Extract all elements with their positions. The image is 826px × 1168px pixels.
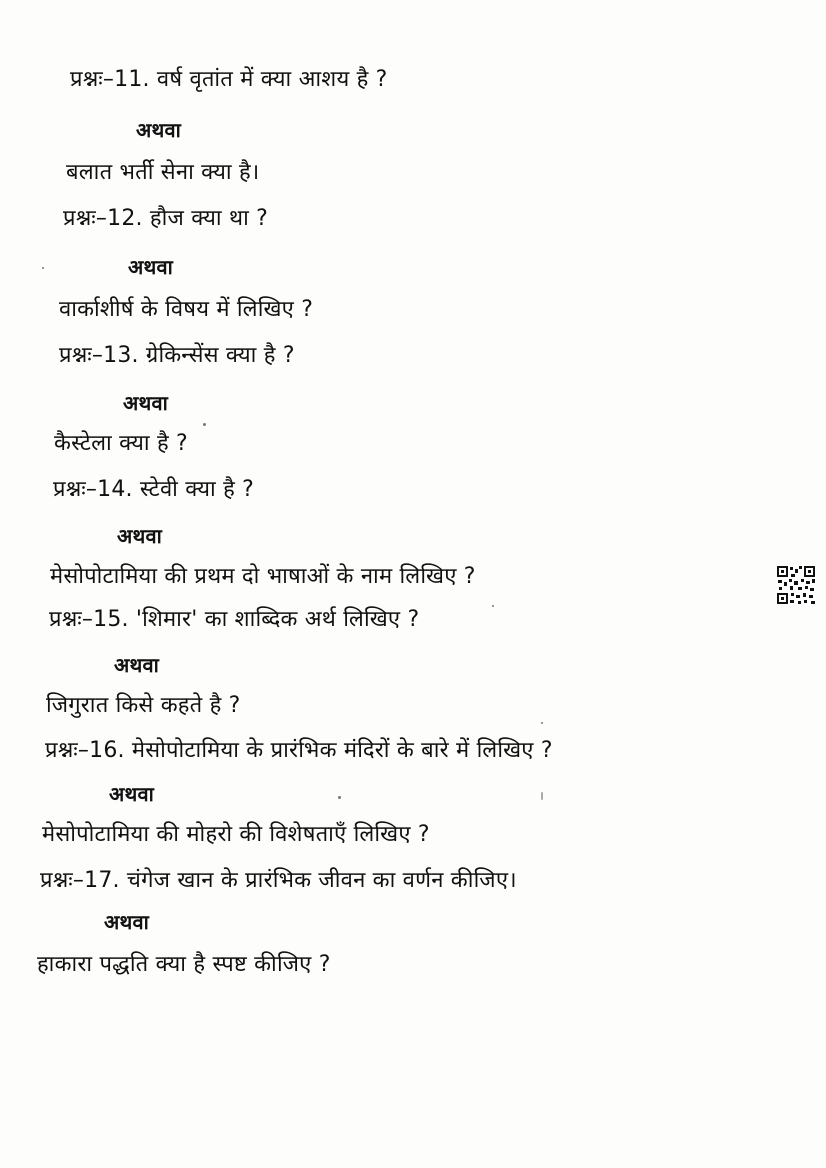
scan-speck [541, 792, 543, 800]
scan-speck [203, 423, 206, 426]
question-17: प्रश्नः–17. चंगेज खान के प्रारंभिक जीवन का वर्णन कीजिए। [40, 868, 517, 893]
question-12: प्रश्नः–12. हौज क्या था ? [63, 206, 269, 231]
scan-speck [492, 605, 494, 607]
alt-question-17: हाकारा पद्धति क्या है स्पष्ट कीजिए ? [37, 952, 331, 977]
alt-question-15: जिगुरात किसे कहते है ? [46, 693, 241, 718]
question-13: प्रश्नः–13. ग्रेकिन्सेंस क्या है ? [59, 343, 295, 368]
question-16: प्रश्नः–16. मेसोपोटामिया के प्रारंभिक मंदिरों के बारे में लिखिए ? [45, 738, 553, 763]
alt-question-14: मेसोपोटामिया की प्रथम दो भाषाओं के नाम लिखिए ? [50, 564, 476, 589]
alt-label-13: अथवा [123, 391, 168, 415]
alt-label-12: अथवा [128, 255, 173, 279]
scan-speck [338, 796, 341, 799]
scan-speck [541, 722, 543, 724]
question-14: प्रश्नः–14. स्टेवी क्या है ? [53, 477, 255, 502]
alt-question-13: कैस्टेला क्या है ? [54, 431, 188, 456]
alt-label-17: अथवा [104, 910, 149, 934]
alt-label-16: अथवा [109, 782, 154, 806]
alt-label-14: अथवा [117, 524, 162, 548]
question-15: प्रश्नः–15. 'शिमार' का शाब्दिक अर्थ लिखिए ? [49, 607, 420, 632]
alt-question-16: मेसोपोटामिया की मोहरो की विशेषताएँ लिखिए ? [42, 822, 430, 847]
alt-question-12: वार्काशीर्ष के विषय में लिखिए ? [59, 297, 314, 322]
alt-question-11: बलात भर्ती सेना क्या है। [66, 160, 260, 185]
question-11: प्रश्नः–11. वर्ष वृतांत में क्या आशय है ? [70, 67, 388, 92]
alt-label-15: अथवा [114, 653, 159, 677]
alt-label-11: अथवा [136, 118, 181, 142]
scan-speck [42, 267, 44, 269]
qr-code-icon [776, 565, 816, 605]
